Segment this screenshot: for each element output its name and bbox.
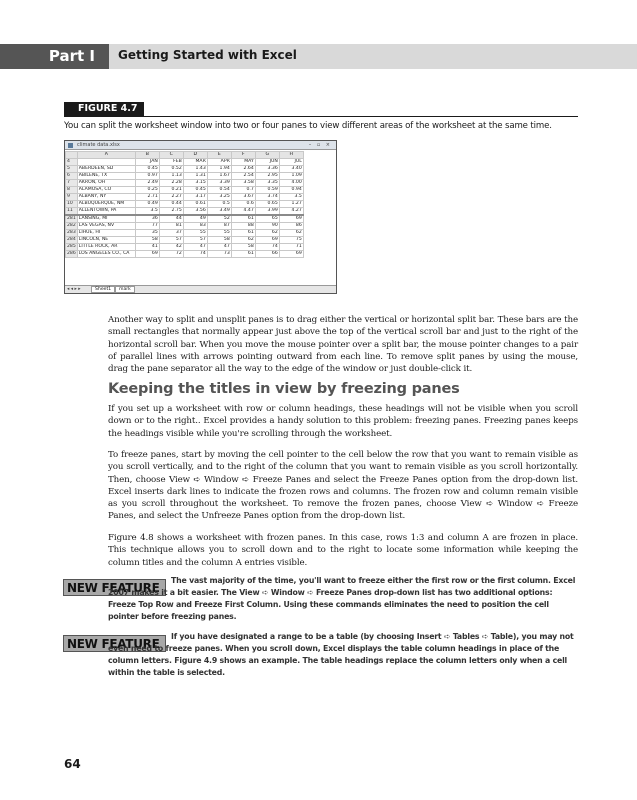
cell[interactable]: LITTLE ROCK, AR bbox=[77, 244, 135, 251]
cell[interactable]: 57 bbox=[183, 237, 207, 244]
table-row bbox=[66, 244, 304, 251]
cell[interactable]: 87 bbox=[207, 223, 231, 230]
cell[interactable]: LANSING, MI bbox=[77, 215, 135, 223]
cell[interactable]: 2.75 bbox=[159, 208, 183, 216]
cell[interactable]: 61 bbox=[231, 251, 255, 258]
cell[interactable]: JAN bbox=[135, 159, 159, 166]
cell[interactable]: 2.95 bbox=[255, 173, 279, 180]
cell[interactable]: 44 bbox=[159, 215, 183, 223]
column-header[interactable]: H bbox=[279, 152, 303, 159]
cell[interactable]: 3.58 bbox=[231, 180, 255, 187]
table-row bbox=[66, 223, 304, 230]
table-row bbox=[66, 251, 304, 258]
cell[interactable]: 0.7 bbox=[231, 187, 255, 194]
tab-scroll-arrows[interactable]: ◂ ◂ ▸ ▸ bbox=[67, 287, 81, 292]
cell[interactable]: 0.59 bbox=[255, 187, 279, 194]
column-header[interactable]: B bbox=[135, 152, 159, 159]
figure-label: FIGURE 4.7 bbox=[64, 102, 144, 117]
cell[interactable]: 0.45 bbox=[135, 166, 159, 173]
cell[interactable]: 0.65 bbox=[255, 201, 279, 208]
cell[interactable]: 0.25 bbox=[135, 187, 159, 194]
cell[interactable]: 2.27 bbox=[159, 194, 183, 201]
cell[interactable]: 0.44 bbox=[159, 201, 183, 208]
chapter-title: Getting Started with Excel bbox=[118, 48, 297, 62]
sheet-tab[interactable]: Sheet1 bbox=[91, 286, 115, 293]
cell[interactable]: 1.13 bbox=[159, 173, 183, 180]
cell[interactable]: ABERDEEN, SD bbox=[77, 166, 135, 173]
column-header[interactable]: F bbox=[231, 152, 255, 159]
cell[interactable]: 90 bbox=[255, 223, 279, 230]
table-row bbox=[66, 208, 304, 216]
cell[interactable]: 61 bbox=[231, 230, 255, 237]
cell[interactable]: 0.52 bbox=[159, 166, 183, 173]
figure-rule bbox=[64, 116, 578, 117]
sheet-tab-bar bbox=[65, 285, 336, 293]
paragraph-figure-reference: Figure 4.8 shows a worksheet with frozen panes. In this case, rows 1:3 and column A are frozen in place. This technique allows you to scroll down and to the right to locate some information while keeping the column titles and the column A entries visible. bbox=[108, 533, 578, 568]
section-heading: Keeping the titles in view by freezing panes bbox=[108, 381, 460, 397]
cell[interactable]: 71 bbox=[279, 244, 303, 251]
cell[interactable]: 2.28 bbox=[159, 180, 183, 187]
table-row bbox=[66, 230, 304, 237]
cell[interactable]: 0.49 bbox=[135, 201, 159, 208]
row-header[interactable]: 8 bbox=[66, 187, 78, 194]
cell[interactable]: 1.09 bbox=[279, 173, 303, 180]
cell[interactable]: MAY bbox=[231, 159, 255, 166]
cell[interactable]: 69 bbox=[255, 237, 279, 244]
cell[interactable]: 1.31 bbox=[183, 173, 207, 180]
cell[interactable]: FEB bbox=[159, 159, 183, 166]
cell[interactable]: 37 bbox=[159, 230, 183, 237]
cell[interactable]: 69 bbox=[279, 251, 303, 258]
part-label: Part I bbox=[48, 47, 95, 65]
cell[interactable]: 66 bbox=[255, 251, 279, 258]
cell[interactable]: 2.71 bbox=[135, 194, 159, 201]
cell[interactable]: ABILENE, TX bbox=[77, 173, 135, 180]
cell[interactable]: 72 bbox=[159, 251, 183, 258]
cell[interactable]: 1.43 bbox=[183, 166, 207, 173]
row-header[interactable]: 286 bbox=[67, 251, 76, 256]
cell[interactable]: 1.67 bbox=[207, 173, 231, 180]
table-row bbox=[66, 194, 304, 201]
cell[interactable]: 65 bbox=[255, 215, 279, 223]
cell[interactable]: 55 bbox=[207, 230, 231, 237]
cell[interactable]: 58 bbox=[231, 244, 255, 251]
figure-caption: You can split the worksheet window into two or four panes to view different areas of the worksheet at the same time. bbox=[64, 121, 552, 131]
paragraph-freeze-intro: If you set up a worksheet with row or column headings, these headings will not be visible when you scroll down or to the right.. Excel provides a handy solution to this problem: freezing panes. Freezing panes keeps the headings visible while you're scrolling through the worksheet. bbox=[108, 404, 578, 439]
cell[interactable]: 74 bbox=[255, 244, 279, 251]
cell[interactable]: 69 bbox=[279, 215, 303, 223]
worksheet-grid[interactable] bbox=[65, 151, 304, 258]
cell[interactable]: ALAMOSA, CO bbox=[77, 187, 135, 194]
column-letter-row bbox=[66, 152, 304, 159]
cell[interactable]: 1.27 bbox=[279, 201, 303, 208]
table-row bbox=[66, 187, 304, 194]
cell[interactable]: 4.00 bbox=[279, 180, 303, 187]
cell[interactable]: 0.5 bbox=[207, 201, 231, 208]
cell[interactable]: 83 bbox=[183, 223, 207, 230]
table-row bbox=[66, 173, 304, 180]
cell[interactable]: 3.35 bbox=[255, 180, 279, 187]
cell[interactable]: 2.64 bbox=[231, 166, 255, 173]
column-header[interactable]: A bbox=[77, 152, 135, 159]
cell[interactable]: 3.67 bbox=[231, 194, 255, 201]
cell[interactable]: 3.5 bbox=[279, 194, 303, 201]
cell[interactable]: 55 bbox=[183, 230, 207, 237]
excel-icon bbox=[68, 143, 73, 148]
cell[interactable]: 3.36 bbox=[255, 166, 279, 173]
row-header[interactable]: 10 bbox=[66, 201, 78, 208]
cell[interactable]: AKRON, OH bbox=[77, 180, 135, 187]
table-row bbox=[66, 237, 304, 244]
cell[interactable]: 3.17 bbox=[183, 194, 207, 201]
new-feature-note bbox=[108, 575, 578, 623]
sheet-tab[interactable]: mark bbox=[115, 286, 135, 293]
cell[interactable]: 2.49 bbox=[135, 180, 159, 187]
row-header[interactable]: 5 bbox=[66, 166, 78, 173]
column-header[interactable]: C bbox=[159, 152, 183, 159]
cell[interactable]: 49 bbox=[183, 215, 207, 223]
table-row bbox=[66, 180, 304, 187]
row-header[interactable]: 4 bbox=[66, 159, 78, 166]
cell[interactable]: 3.56 bbox=[183, 208, 207, 216]
column-header[interactable]: D bbox=[183, 152, 207, 159]
new-feature-badge: NEW FEATURE bbox=[63, 579, 166, 596]
cell[interactable]: 36 bbox=[135, 215, 159, 223]
window-titlebar bbox=[65, 141, 336, 150]
new-feature-text: If you have designated a range to be a table (by choosing Insert ➪ Tables ➪ Table), you may not even need to freeze panes. When you scroll down, Excel displays the table column headings in place of the column letters. Figure 4.9 shows an example. The table headings replace the column letters only when a cell within the table is selected. bbox=[108, 632, 574, 677]
cell[interactable]: 0.97 bbox=[135, 173, 159, 180]
cell[interactable]: 1.94 bbox=[207, 166, 231, 173]
table-row bbox=[66, 201, 304, 208]
cell[interactable]: 2.54 bbox=[231, 173, 255, 180]
cell[interactable]: JUL bbox=[279, 159, 303, 166]
cell[interactable] bbox=[77, 159, 135, 166]
cell[interactable]: APR bbox=[207, 159, 231, 166]
cell[interactable]: 75 bbox=[279, 237, 303, 244]
cell[interactable]: 3.39 bbox=[207, 180, 231, 187]
column-header[interactable]: E bbox=[207, 152, 231, 159]
cell[interactable]: LOS ANGELES CO., CA bbox=[77, 251, 135, 258]
row-header[interactable] bbox=[66, 152, 78, 159]
cell[interactable]: 47 bbox=[207, 244, 231, 251]
cell[interactable]: 86 bbox=[279, 223, 303, 230]
row-header[interactable]: 283 bbox=[67, 230, 76, 235]
cell[interactable]: 77 bbox=[135, 223, 159, 230]
window-controls[interactable]: – ▫ × bbox=[308, 142, 332, 148]
row-header[interactable]: 6 bbox=[66, 173, 78, 180]
cell[interactable]: ALBUQUERQUE, NM bbox=[77, 201, 135, 208]
row-header[interactable]: 284 bbox=[67, 237, 76, 242]
new-feature-note bbox=[108, 631, 578, 679]
cell[interactable]: 74 bbox=[183, 251, 207, 258]
cell[interactable]: 52 bbox=[207, 215, 231, 223]
cell[interactable]: 42 bbox=[159, 244, 183, 251]
row-header[interactable]: 11 bbox=[66, 208, 78, 216]
window-title: climate data.xlsx bbox=[77, 142, 120, 148]
cell[interactable]: 3.40 bbox=[279, 166, 303, 173]
cell[interactable]: 57 bbox=[159, 237, 183, 244]
new-feature-text: The vast majority of the time, you'll want to freeze either the first row or the first column. Excel 2007 makes it a bit easier. The View ➪ Window ➪ Freeze Panes drop-down list has two additional options: Freeze Top Row and Freeze First Column. Using these commands eliminates the need to position the cell pointer before freezing panes. bbox=[108, 576, 576, 621]
cell[interactable]: 69 bbox=[135, 251, 159, 258]
cell[interactable]: 0.21 bbox=[159, 187, 183, 194]
row-header[interactable]: 7 bbox=[66, 180, 78, 187]
cell[interactable]: 0.54 bbox=[207, 187, 231, 194]
cell[interactable]: 3.25 bbox=[207, 194, 231, 201]
cell[interactable]: 0.45 bbox=[183, 187, 207, 194]
cell[interactable]: 81 bbox=[159, 223, 183, 230]
cell[interactable]: ALLENTOWN, PA bbox=[77, 208, 135, 216]
row-header[interactable]: 285 bbox=[67, 244, 76, 249]
table-row bbox=[66, 215, 304, 223]
row-header[interactable]: 281 bbox=[67, 216, 76, 221]
table-row bbox=[66, 159, 304, 166]
cell[interactable]: 62 bbox=[231, 237, 255, 244]
paragraph-split-bar: Another way to split and unsplit panes is to drag either the vertical or horizontal split bar. These bars are the small rectangles that normally appear just above the top of the vertical scroll bar and just to the right of the horizontal scroll bar. When you move the mouse pointer over a split bar, the mouse pointer changes to a pair of parallel lines with arrows pointing outward from each line. To remove split panes by using the mouse, drag the pane separator all the way to the edge of the window or just double-click it. bbox=[108, 315, 578, 375]
cell[interactable]: 0.6 bbox=[231, 201, 255, 208]
row-header[interactable]: 282 bbox=[67, 223, 76, 228]
cell[interactable]: JUN bbox=[255, 159, 279, 166]
cell[interactable]: 0.94 bbox=[279, 187, 303, 194]
new-feature-badge: NEW FEATURE bbox=[63, 635, 166, 652]
cell[interactable]: MAR bbox=[183, 159, 207, 166]
row-header[interactable]: 9 bbox=[66, 194, 78, 201]
cell[interactable]: 4.27 bbox=[279, 208, 303, 216]
cell[interactable]: 58 bbox=[207, 237, 231, 244]
table-row bbox=[66, 166, 304, 173]
cell[interactable]: 3.99 bbox=[255, 208, 279, 216]
cell[interactable]: 61 bbox=[231, 215, 255, 223]
cell[interactable]: 58 bbox=[135, 237, 159, 244]
column-header[interactable]: G bbox=[255, 152, 279, 159]
cell[interactable]: LAS VEGAS, NV bbox=[77, 223, 135, 230]
cell[interactable]: 3.49 bbox=[207, 208, 231, 216]
page-number: 64 bbox=[64, 757, 81, 771]
cell[interactable]: 73 bbox=[207, 251, 231, 258]
spreadsheet-screenshot bbox=[64, 140, 337, 294]
cell[interactable]: 4.47 bbox=[231, 208, 255, 216]
cell[interactable]: 41 bbox=[135, 244, 159, 251]
cell[interactable]: 62 bbox=[255, 230, 279, 237]
cell[interactable]: ALBANY, NY bbox=[77, 194, 135, 201]
cell[interactable]: 3.74 bbox=[255, 194, 279, 201]
cell[interactable]: 62 bbox=[279, 230, 303, 237]
cell[interactable]: 88 bbox=[231, 223, 255, 230]
part-tab bbox=[0, 44, 109, 69]
cell[interactable]: 3.5 bbox=[135, 208, 159, 216]
cell[interactable]: 3.15 bbox=[183, 180, 207, 187]
cell[interactable]: LIHUE, HI bbox=[77, 230, 135, 237]
cell[interactable]: 35 bbox=[135, 230, 159, 237]
cell[interactable]: 47 bbox=[183, 244, 207, 251]
paragraph-freeze-steps: To freeze panes, start by moving the cell pointer to the cell below the row that you want to remain visible as you scroll vertically, and to the right of the column that you want to remain visible as you scroll horizontally. Then, choose View ➪ Window ➪ Freeze Panes and select the Freeze Panes option from the drop-down list. Excel inserts dark lines to indicate the frozen rows and columns. The frozen row and column remain visible as you scroll throughout the worksheet. To remove the frozen panes, choose View ➪ Window ➪ Freeze Panes, and select the Unfreeze Panes option from the drop-down list. bbox=[108, 450, 578, 522]
cell[interactable]: LINCOLN, NE bbox=[77, 237, 135, 244]
cell[interactable]: 0.61 bbox=[183, 201, 207, 208]
